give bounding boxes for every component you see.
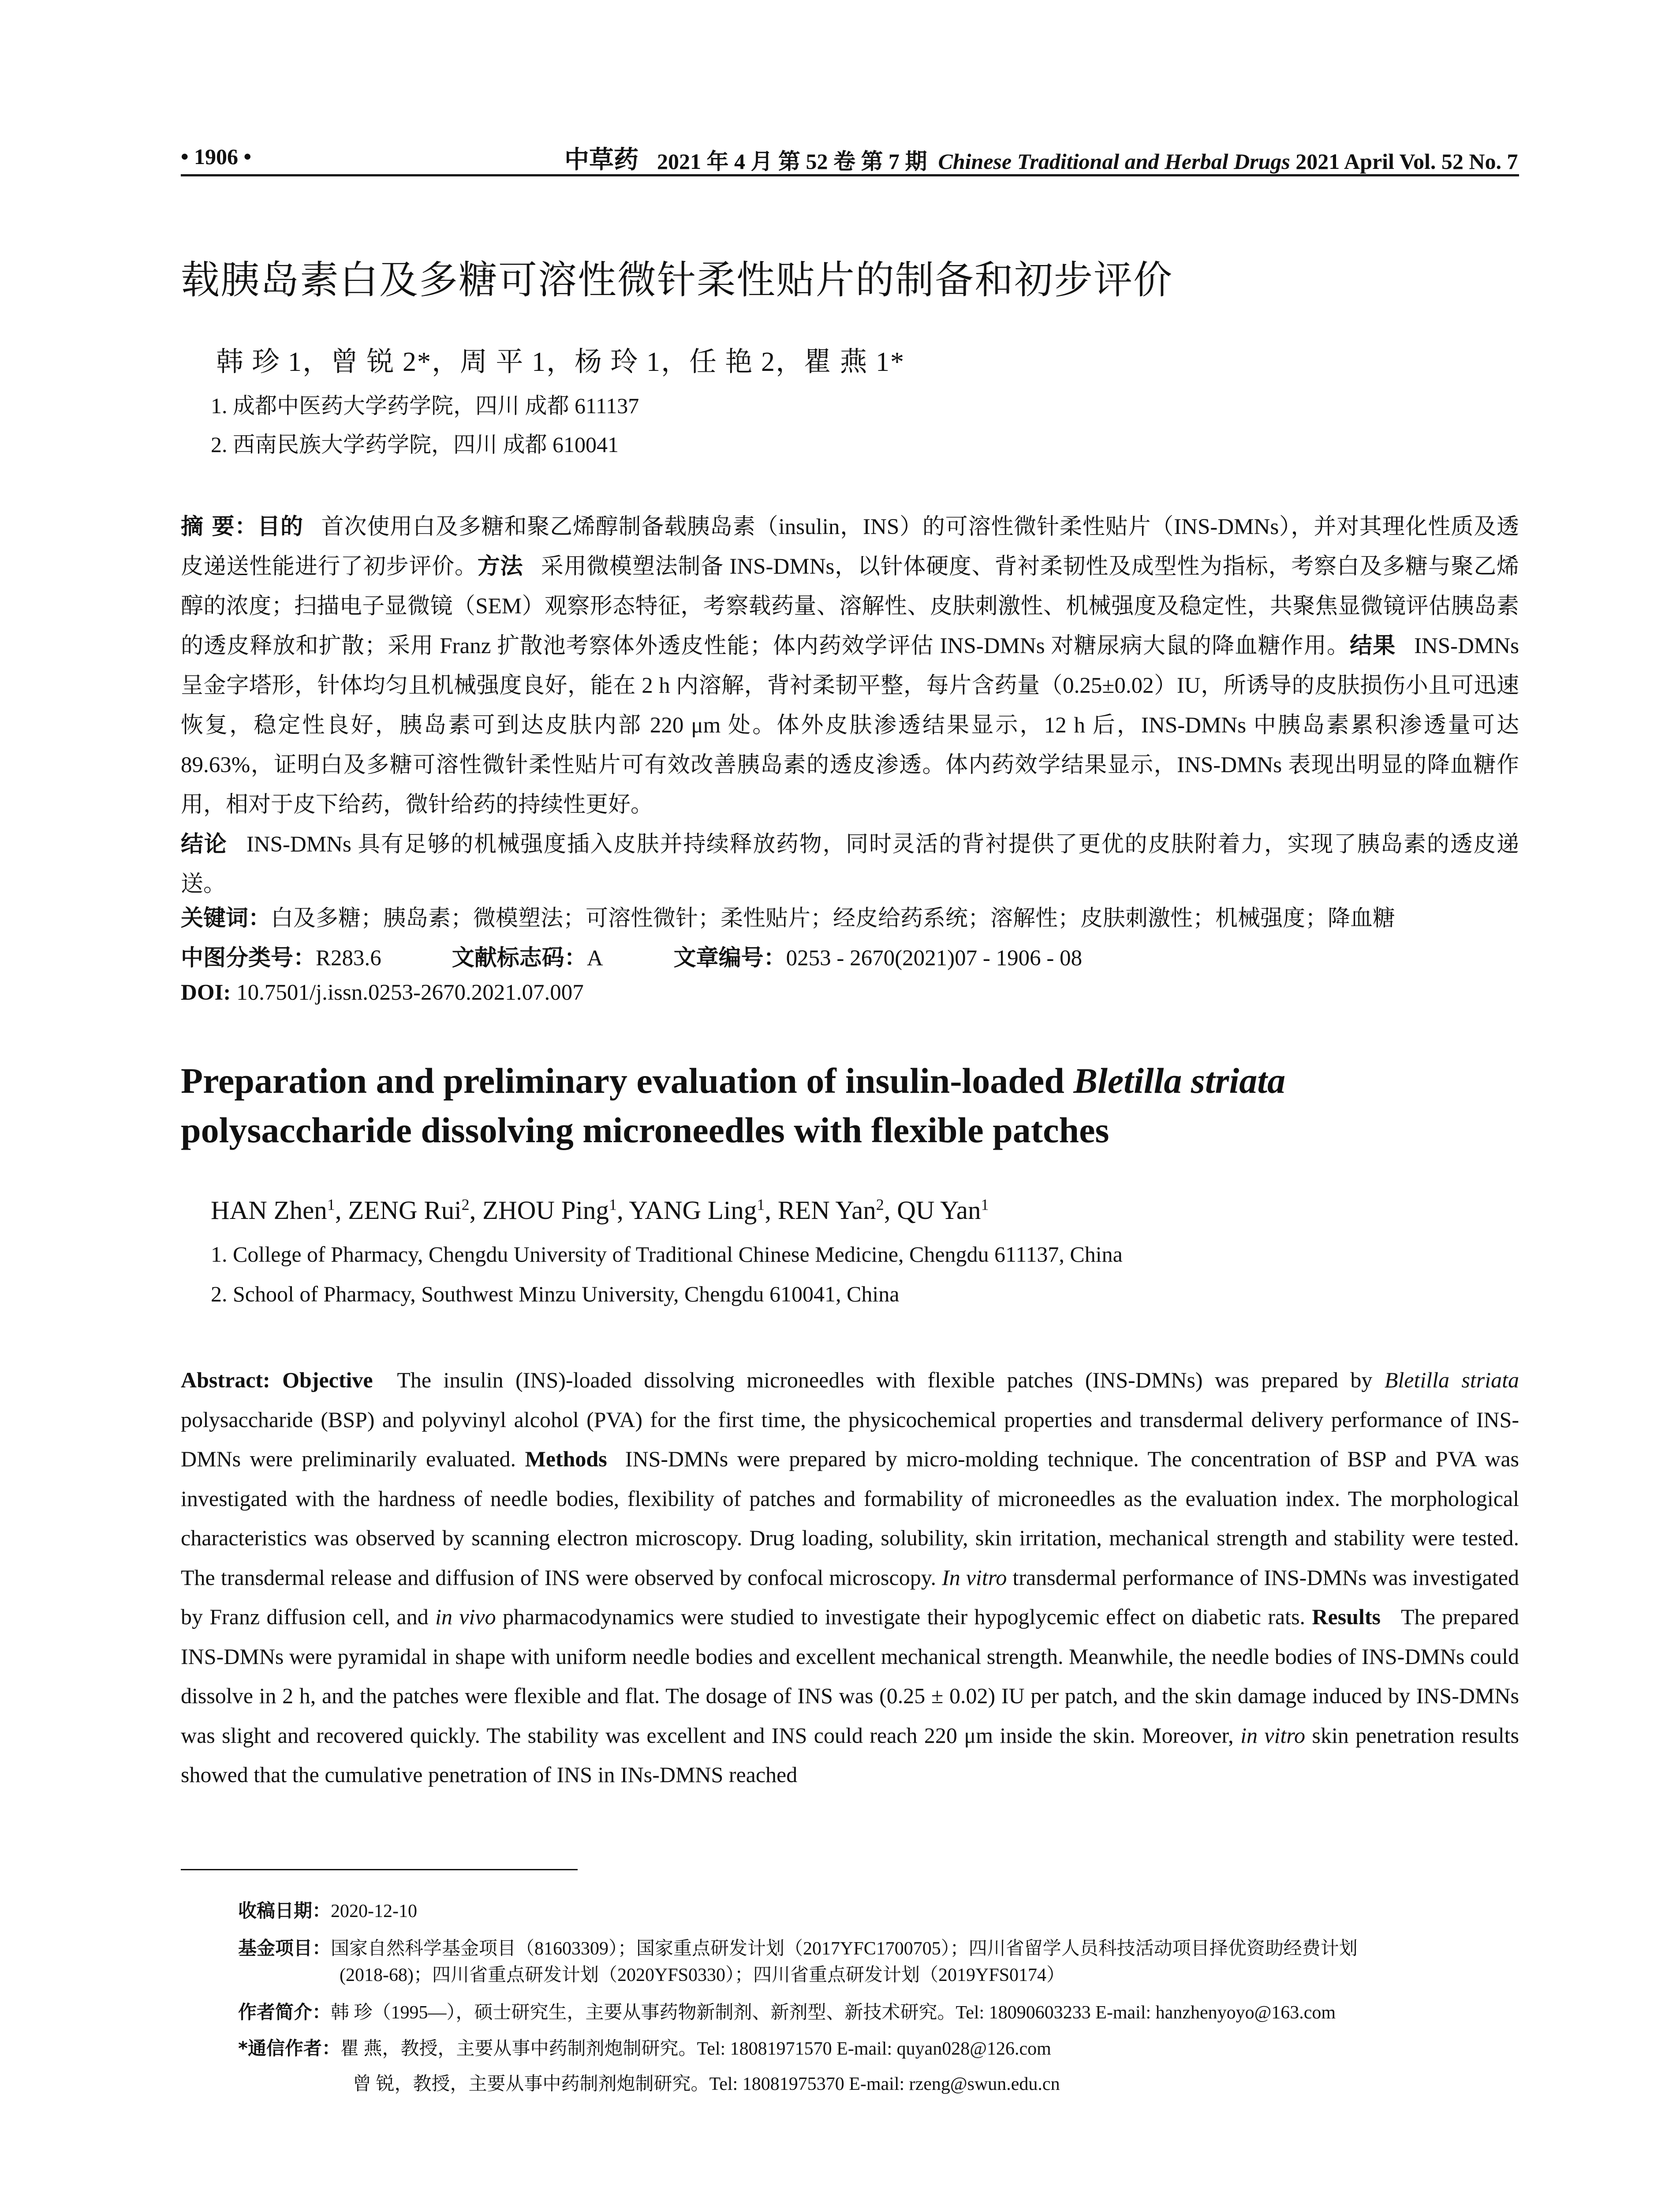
journal-name-cn: 中草药	[564, 146, 638, 174]
affiliation-cn-2: 2. 西南民族大学药学院，四川 成都 610041	[211, 432, 619, 457]
header-rule	[181, 174, 1519, 176]
footnote-rule	[181, 1869, 578, 1870]
results-text-en: The prepared INS-DMNs were pyramidal in shape with uniform needle bodies and excellent mechanical strength. Meanwhile, the needle bodies of INS-DMNs could dissolve in 2 h, and the patches were flexible and flat. The dosage of INS was (0.25 ± 0.02) IU per patch, and the skin damage induced by INS-DMNs was slight and recovered quickly. The stability was excellent and INS could reach 220 μm inside the skin. Moreover,	[181, 1604, 1519, 1748]
clc-label: 中图分类号：	[181, 945, 316, 971]
footnote-fund: 基金项目：国家自然科学基金项目（81603309）；国家重点研发计划（2017YFC1700705）；四川省留学人员科技活动项目择优资助经费计划	[238, 1937, 1358, 1959]
abstract-en	[181, 1360, 1519, 1795]
footnote-bio: 作者简介：韩 珍（1995—），硕士研究生，主要从事药物新制剂、新剂型、新技术研究。Tel: 18090603233 E-mail: hanzhenyoyo@163.com	[238, 2001, 1336, 2023]
methods-label-en: Methods	[525, 1446, 607, 1471]
article-number-label: 文章编号：	[673, 945, 786, 971]
methods-text-en-2: transdermal performance of INS-DMNs was investigated by Franz diffusion cell, and	[181, 1565, 1519, 1629]
title-en-italic: Bletilla striata	[1073, 1061, 1286, 1101]
methods-label-cn: 方法	[477, 553, 523, 579]
species-italic: Bletilla striata	[1384, 1368, 1519, 1392]
results-label-en: Results	[1312, 1604, 1381, 1629]
author-en: ZHOU Ping$^1$	[482, 1196, 617, 1225]
classification-line	[181, 939, 1519, 972]
doi-label: DOI:	[181, 980, 231, 1005]
methods-text-en: INS-DMNs were prepared by micro-molding technique. The concentration of BSP and PVA was investigated with the hardness of needle bodies, flexibility of patches and formability of microneedles as the evaluation index. The morphological characteristics was observed by scanning electron microscopy. Drug loading, solubility, skin irritation, mechanical strength and stability were tested. The transdermal release and diffusion of INS were observed by confocal microscopy.	[181, 1446, 1519, 1590]
keywords-label: 关键词：	[181, 905, 271, 931]
author-en: HAN Zhen$^1$	[211, 1196, 335, 1225]
keywords-cn	[181, 900, 1519, 932]
keywords-text: 白及多糖；胰岛素；微模塑法；可溶性微针；柔性贴片；经皮给药系统；溶解性；皮肤刺激性；机械强度；降血糖	[271, 906, 1396, 931]
doi-link[interactable]: 10.7501/j.issn.0253-2670.2021.07.007	[231, 980, 584, 1005]
in-vitro-italic: In vitro	[942, 1565, 1007, 1590]
doi-line	[181, 980, 584, 1005]
author-en: REN Yan$^2$	[777, 1196, 884, 1225]
clc-value: R283.6	[316, 946, 381, 971]
article-number-value: 0253 - 2670(2021)07 - 1906 - 08	[786, 946, 1083, 971]
author-en: YANG Ling$^1$	[629, 1196, 765, 1225]
affiliation-cn-1: 1. 成都中医药大学药学院，四川 成都 611137	[211, 393, 639, 418]
affiliation-en-2: 2. School of Pharmacy, Southwest Minzu University, Chengdu 610041, China	[211, 1282, 900, 1306]
issue-info	[657, 144, 1518, 176]
conclusion-text-cn: INS-DMNs 具有足够的机械强度插入皮肤并持续释放药物，同时灵活的背衬提供了更优的皮肤附着力，实现了胰岛素的透皮递送。	[181, 832, 1519, 897]
author-en: ZENG Rui$^2$	[348, 1196, 470, 1225]
title-en-part2: polysaccharide dissolving microneedles with flexible patches	[181, 1110, 1109, 1150]
results-text-cn: INS-DMNs 呈金字塔形，针体均匀且机械强度良好，能在 2 h 内溶解，背衬柔韧平整，每片含药量（0.25±0.02）IU，所诱导的皮肤损伤小且可迅速恢复，稳定性良好，胰岛素可到达皮肤内部 220 μm 处。体外皮肤渗透结果显示，12 h 后，INS-DMNs 中胰岛素累积渗透量可达 89.63%，证明白及多糖可溶性微针柔性贴片可有效改善胰岛素的透皮渗透。体内药效学结果显示，INS-DMNs 表现出明显的降血糖作用，相对于皮下给药，微针给药的持续性更好。	[181, 634, 1519, 817]
paper-title-cn: 载胰岛素白及多糖可溶性微针柔性贴片的制备和初步评价	[181, 257, 1173, 303]
page-number: • 1906 •	[181, 144, 252, 169]
authors-cn: 韩 珍 1，曾 锐 2*，周 平 1，杨 玲 1，任 艳 2，瞿 燕 1*	[216, 347, 905, 377]
abstract-cn	[181, 507, 1519, 904]
affiliation-en-1: 1. College of Pharmacy, Chengdu University of Traditional Chinese Medicine, Chengdu 611137, China	[211, 1242, 1123, 1267]
doc-code-value: A	[586, 946, 603, 971]
in-vivo-italic: in vivo	[435, 1604, 496, 1629]
footnote-received: 收稿日期：2020-12-10	[238, 1900, 417, 1921]
abstract-label-cn: 摘 要：	[181, 514, 258, 540]
conclusion-label-cn: 结论	[181, 831, 228, 857]
in-vitro-italic-2: in vitro	[1240, 1723, 1305, 1748]
methods-text-cn: 采用微模塑法制备 INS-DMNs，以针体硬度、背衬柔韧性及成型性为指标，考察白及多糖与聚乙烯醇的浓度；扫描电子显微镜（SEM）观察形态特征，考察载药量、溶解性、皮肤刺激性、机械强度及稳定性，共聚焦显微镜评估胰岛素的透皮释放和扩散；采用 Franz 扩散池考察体外透皮性能；体内药效学评估 INS-DMNs 对糖尿病大鼠的降血糖作用。	[181, 554, 1519, 658]
objective-text-cn: 首次使用白及多糖和聚乙烯醇制备载胰岛素（insulin，INS）的可溶性微针柔性贴片（INS-DMNs），并对其理化性质及透皮递送性能进行了初步评价。	[181, 515, 1519, 579]
footnote-corresponding: *通信作者：瞿 燕，教授，主要从事中药制剂炮制研究。Tel: 18081971570 E-mail: quyan028@126.com	[238, 2037, 1051, 2059]
results-text-en-2: skin penetration results showed that the cumulative penetration of INS in INs-DMNS reached	[181, 1723, 1519, 1787]
footnote-fund-cont: (2018-68)；四川省重点研发计划（2020YFS0330）；四川省重点研发计划（2019YFS0174）	[340, 1965, 1065, 1985]
doc-code-label: 文献标志码：	[452, 945, 587, 971]
objective-text-en: The insulin (INS)-loaded dissolving microneedles with flexible patches (INS-DMNs) was prepared by	[397, 1368, 1385, 1392]
objective-label-cn: 目的	[258, 514, 303, 540]
methods-text-en-3: pharmacodynamics were studied to investigate their hypoglycemic effect on diabetic rats.	[496, 1604, 1306, 1629]
author-en: QU Yan$^1$	[897, 1196, 989, 1225]
results-label-cn: 结果	[1350, 633, 1396, 659]
footnote-corresponding-2: 曾 锐，教授，主要从事中药制剂炮制研究。Tel: 18081975370 E-mail: rzeng@swun.edu.cn	[353, 2074, 1060, 2094]
title-en-part1: Preparation and preliminary evaluation of insulin-loaded	[181, 1061, 1074, 1101]
abstract-label-en: Abstract: Objective	[181, 1368, 373, 1392]
authors-en: HAN Zhen$^1$, ZENG Rui$^2$, ZHOU Ping$^1$, YANG Ling$^1$, REN Yan$^2$, QU Yan$^1$	[211, 1196, 989, 1225]
journal-name-en: Chinese Traditional and Herbal Drugs	[938, 149, 1290, 174]
running-header	[181, 140, 1519, 174]
objective-text-en-2: polysaccharide (BSP) and polyvinyl alcohol (PVA) for the first time, the physicochemical properties and transdermal delivery performance of INS-DMNs were preliminarily evaluated.	[181, 1407, 1519, 1471]
paper-title-en	[181, 1056, 1519, 1155]
issue-en: 2021 April Vol. 52 No. 7	[1290, 149, 1518, 174]
issue-cn: 2021 年 4 月 第 52 卷 第 7 期	[657, 149, 927, 174]
